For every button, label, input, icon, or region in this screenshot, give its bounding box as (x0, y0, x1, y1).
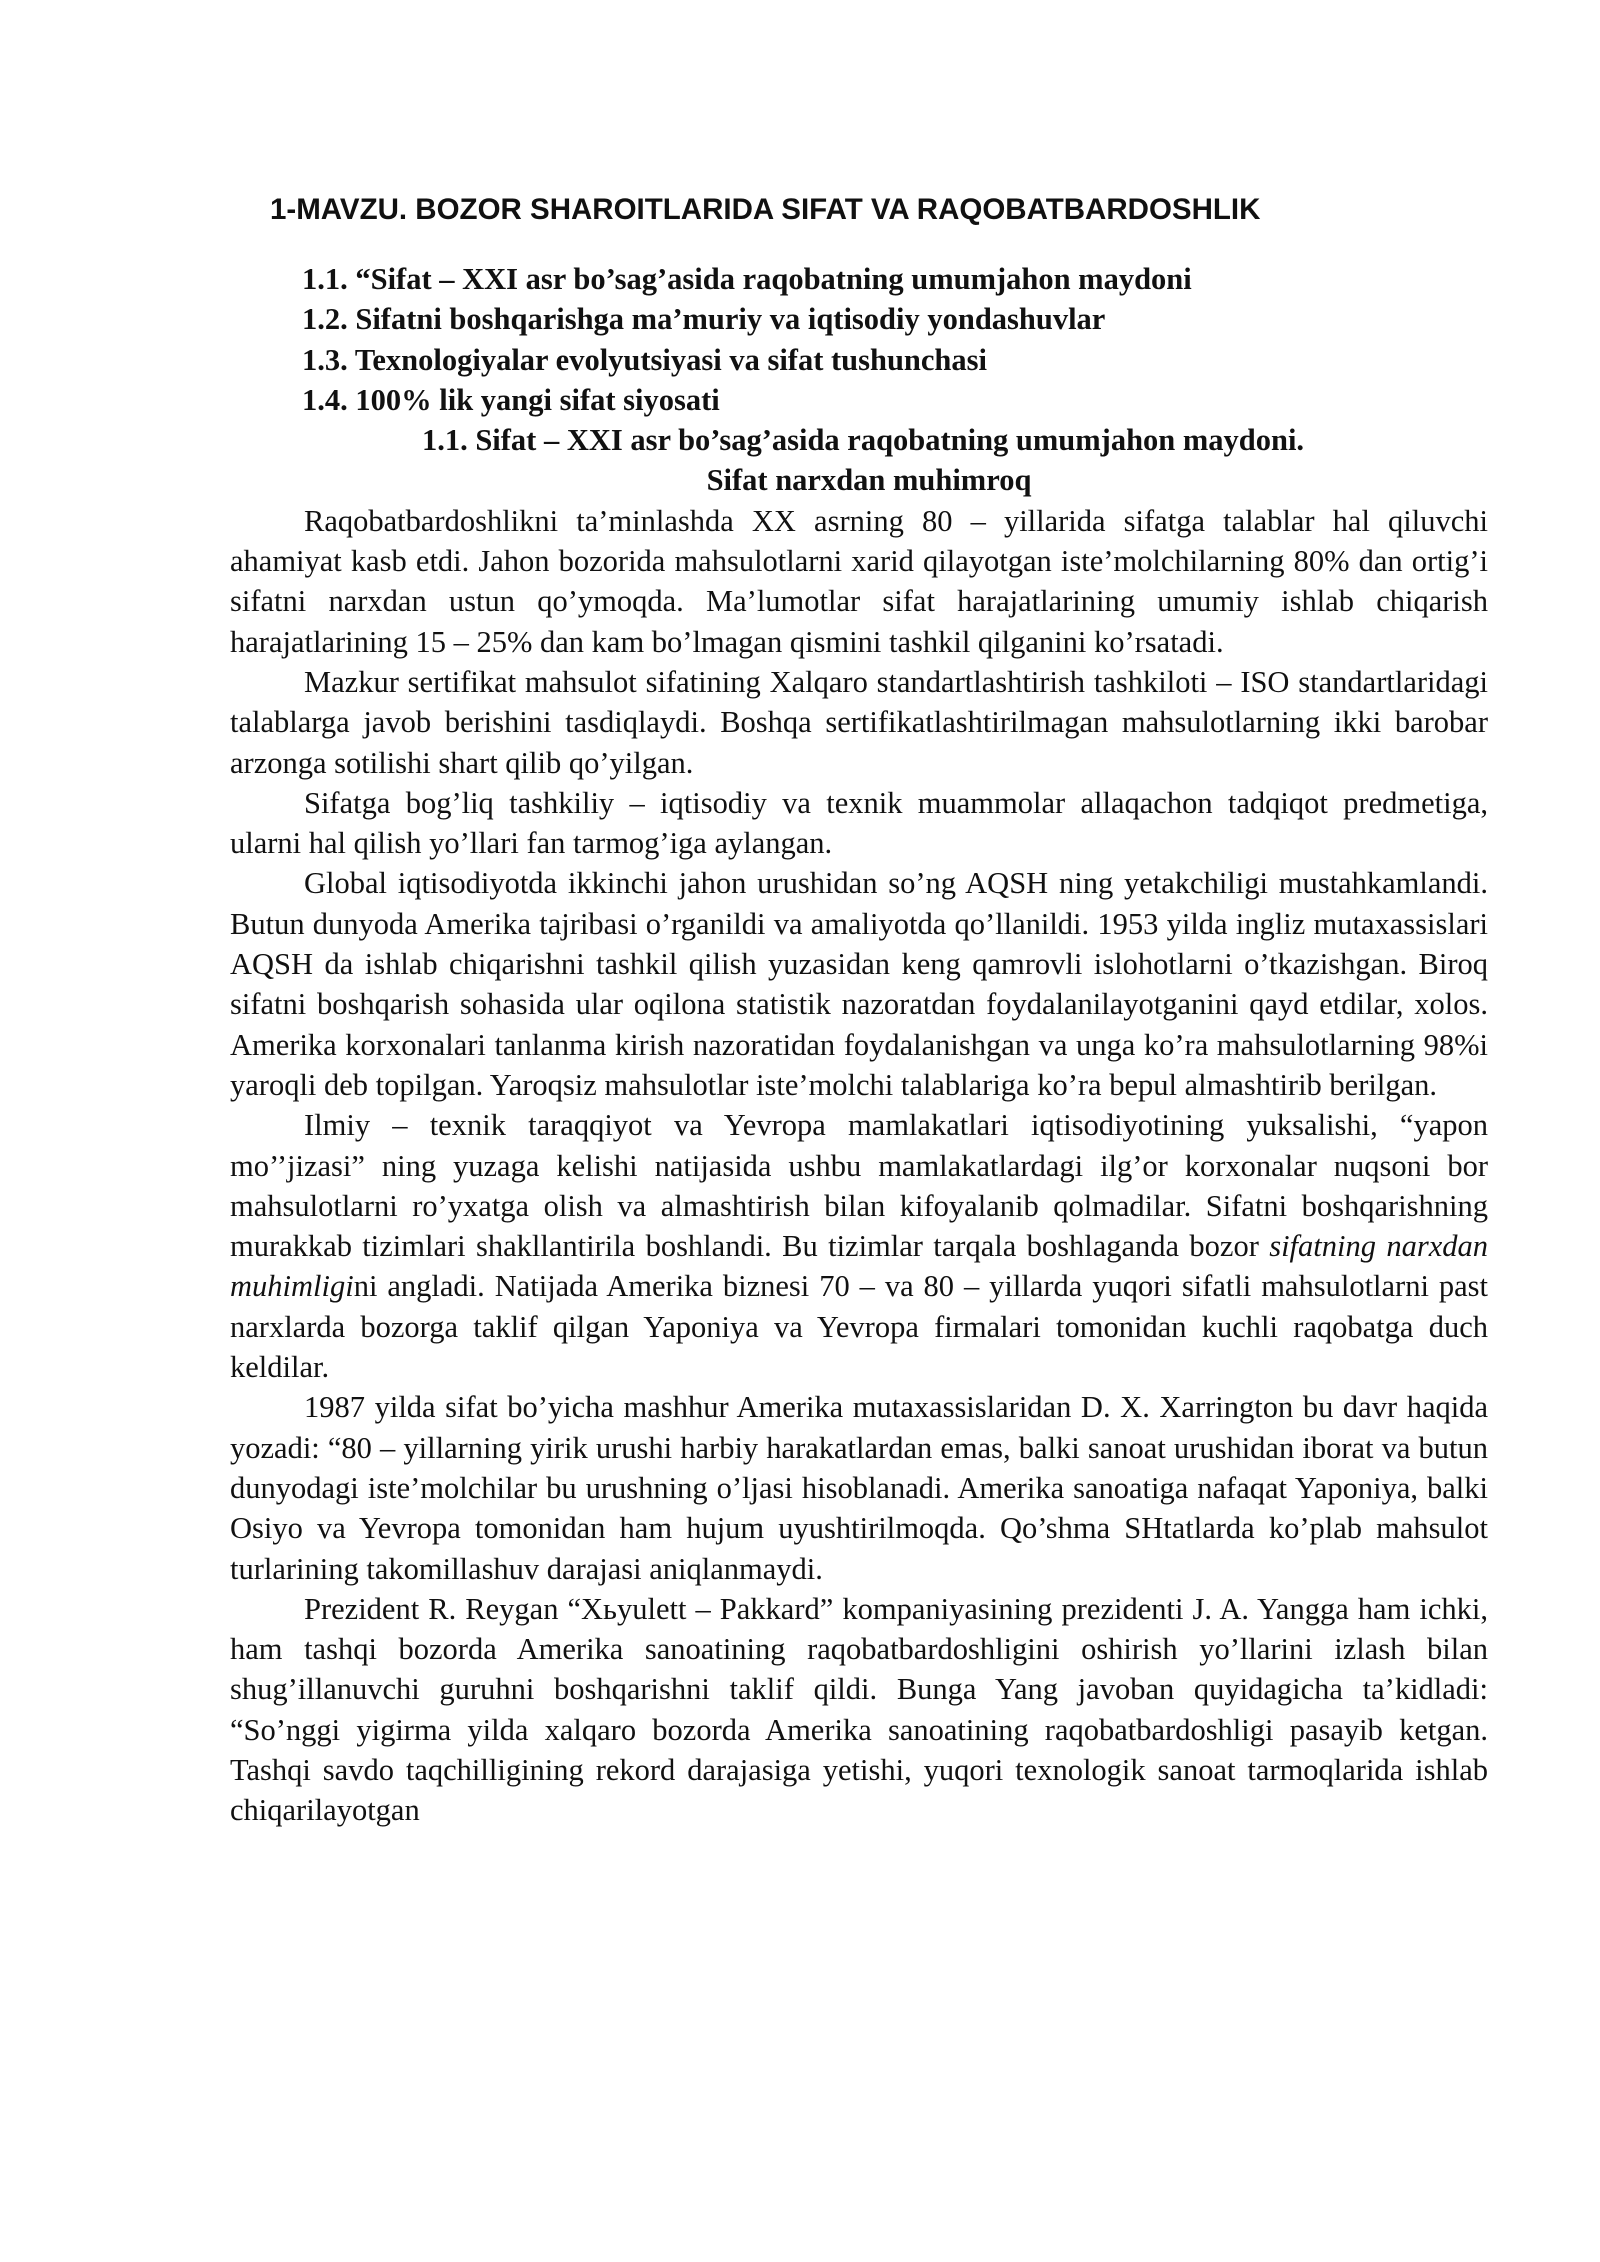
table-of-contents (230, 259, 1488, 420)
emphasis-text: sifatning narxdan muhimligi (230, 1229, 1488, 1304)
paragraph-text: ni angladi. Natijada Amerika biznesi 70 – va 80 – yillarda yuqori sifatli mahsulotlarni past narxlarda bozorga taklif qilgan Yaponiya va Yevropa firmalari tomonidan kuchli raqobatga duch keldilar. (230, 1269, 1488, 1385)
document-title: 1-MAVZU. BOZOR SHAROITLARIDA SIFAT VA RAQOBATBARDOSHLIK (270, 193, 1261, 226)
toc-item: 1.1. “Sifat – XXI asr bo’sag’asida raqobatning umumjahon maydoni (302, 262, 1192, 296)
toc-item: 1.4. 100% lik yangi sifat siyosati (302, 382, 720, 417)
paragraph: 1987 yilda sifat bo’yicha mashhur Amerika mutaxassislaridan D. X. Xarrington bu davr haqida yozadi: “80 – yillarning yirik urushi harbiy harakatlardan emas, balki sanoat urushidan iborat va butun dunyodagi iste’molchilar bu urushning o’ljasi hisoblanadi. Amerika sanoatiga nafaqat Yaponiya, balki Osiyo va Yevropa tomonidan ham hujum uyushtirilmoqda. Qo’shma SHtatlarda ko’plab mahsulot turlarining takomillashuv darajasi aniqlanmaydi. (230, 1390, 1488, 1586)
paragraph-text: Ilmiy – texnik taraqqiyot va Yevropa mamlakatlari iqtisodiyotining yuksalishi, “yapon mo’’jizasi” ning yuzaga kelishi natijasida ushbu mamlakatlardagi ilg’or korxonalar nuqsoni bor mahsulotlarni ro’yxatga olish va almashtirish bilan kifoyalanib qolmadilar. Sifatni boshqarishning murakkab tizimlari shakllantirila boshlandi. Bu tizimlar tarqala boshlaganda bozor (230, 1108, 1488, 1264)
toc-item: 1.2. Sifatni boshqarishga ma’muriy va iqtisodiy yondashuvlar (302, 302, 1106, 337)
sub-heading: Sifat narxdan muhimroq (706, 463, 1032, 498)
paragraph: Mazkur sertifikat mahsulot sifatining Xalqaro standartlashtirish tashkiloti – ISO standartlaridagi talablarga javob berishini tasdiqlaydi. Boshqa sertifikatlashtirilmagan mahsulotlarning ikki barobar arzonga sotilishi shart qilib qo’yilgan. (230, 664, 1488, 780)
paragraph: Global iqtisodiyotda ikkinchi jahon urushidan so’ng AQSH ning yetakchiligi mustahkamlandi. Butun dunyoda Amerika tajribasi o’rganildi va amaliyotda qo’llanildi. 1953 yilda ingliz mutaxassislari AQSH da ishlab chiqarishni tashkil qilish yuzasidan keng qamrovli islohotlarni o’tkazishgan. Biroq sifatni boshqarish sohasida ular oqilona statistik nazoratdan foydalanilayotganini qayd etdilar, xolos. Amerika korxonalari tanlanma kirish nazoratidan foydalanishgan va unga ko’ra mahsulotlarning 98%i yaroqli deb topilgan. Yaroqsiz mahsulotlar iste’molchi talablariga ko’ra bepul almashtirib berilgan. (230, 866, 1488, 1102)
toc-item: 1.3. Texnologiyalar evolyutsiyasi va sifat tushunchasi (302, 342, 987, 377)
document-page (230, 190, 1488, 1831)
section-heading: 1.1. Sifat – XXI asr bo’sag’asida raqobatning umumjahon maydoni. (421, 423, 1305, 458)
paragraph (230, 1105, 1488, 1387)
paragraph: Prezident R. Reygan “Xьyulett – Pakkard” kompaniyasining prezidenti J. A. Yangga ham ichki, ham tashqi bozorda Amerika sanoatining raqobatbardoshligini oshirish yo’llarini izlash bilan shug’illanuvchi guruhni boshqarishni taklif qildi. Bunga Yang javoban quyidagicha ta’kidladi: “So’nggi yigirma yilda xalqaro bozorda Amerika sanoatining raqobatbardoshligi pasayib ketgan. Tashqi savdo taqchilligining rekord darajasiga yetishi, yuqori texnologik sanoat tarmoqlarida ishlab chiqarilayotgan (230, 1591, 1488, 1828)
paragraph: Sifatga bog’liq tashkiliy – iqtisodiy va texnik muammolar allaqachon tadqiqot predmetiga, ularni hal qilish yo’llari fan tarmog’iga aylangan. (230, 785, 1488, 861)
paragraph: Raqobatbardoshlikni ta’minlashda XX asrning 80 – yillarida sifatga talablar hal qiluvchi ahamiyat kasb etdi. Jahon bozorida mahsulotlarni xarid qilayotgan iste’molchilarning 80% dan ortig’i sifatni narxdan ustun qo’ymoqda. Ma’lumotlar sifat harajatlarining umumiy ishlab chiqarish harajatlarining 15 – 25% dan kam bo’lmagan qismini tashkil qilganini ko’rsatadi. (230, 503, 1488, 659)
